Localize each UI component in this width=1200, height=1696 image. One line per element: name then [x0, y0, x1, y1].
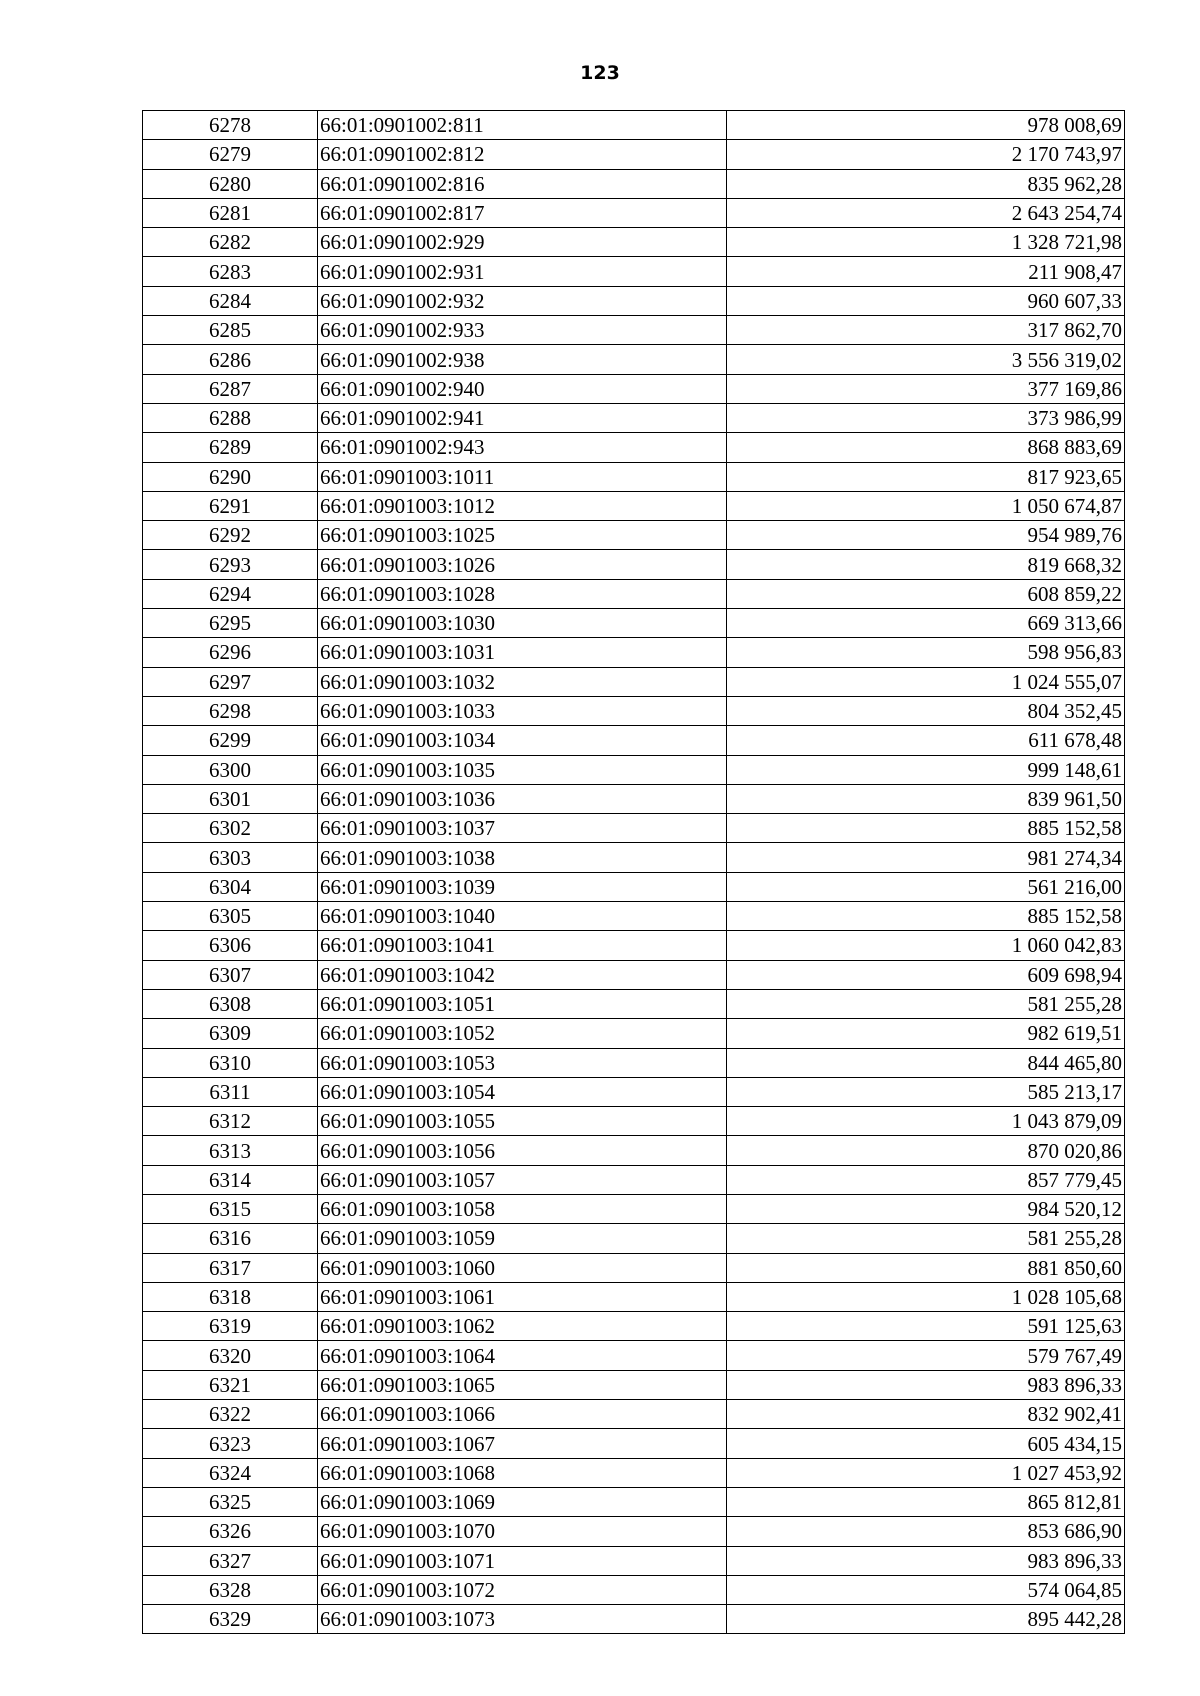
row-number-cell: 6317	[143, 1253, 318, 1282]
cadastral-value-cell: 2 643 254,74	[727, 198, 1125, 227]
row-number-cell: 6301	[143, 784, 318, 813]
table-row	[143, 286, 1125, 315]
cadastral-value-cell: 832 902,41	[727, 1400, 1125, 1429]
table-row	[143, 1370, 1125, 1399]
row-number-cell: 6285	[143, 316, 318, 345]
cadastral-value-cell: 804 352,45	[727, 696, 1125, 725]
cadastral-value-cell: 984 520,12	[727, 1194, 1125, 1223]
cadastral-number-cell: 66:01:0901003:1035	[318, 755, 727, 784]
table-row	[143, 374, 1125, 403]
cadastral-value-cell: 853 686,90	[727, 1517, 1125, 1546]
row-number-cell: 6311	[143, 1077, 318, 1106]
row-number-cell: 6288	[143, 403, 318, 432]
row-number-cell: 6299	[143, 726, 318, 755]
cadastral-value-cell: 819 668,32	[727, 550, 1125, 579]
table-row	[143, 1429, 1125, 1458]
row-number-cell: 6291	[143, 491, 318, 520]
table-row	[143, 609, 1125, 638]
cadastral-value-cell: 839 961,50	[727, 784, 1125, 813]
row-number-cell: 6295	[143, 609, 318, 638]
table-row	[143, 1400, 1125, 1429]
cadastral-number-cell: 66:01:0901003:1028	[318, 579, 727, 608]
table-row	[143, 550, 1125, 579]
cadastral-number-cell: 66:01:0901003:1069	[318, 1487, 727, 1516]
cadastral-number-cell: 66:01:0901003:1033	[318, 696, 727, 725]
table-row	[143, 491, 1125, 520]
table-row	[143, 111, 1125, 140]
cadastral-value-cell: 598 956,83	[727, 638, 1125, 667]
cadastral-value-cell: 1 328 721,98	[727, 228, 1125, 257]
table-row	[143, 931, 1125, 960]
cadastral-number-cell: 66:01:0901003:1026	[318, 550, 727, 579]
row-number-cell: 6298	[143, 696, 318, 725]
cadastral-number-cell: 66:01:0901003:1068	[318, 1458, 727, 1487]
row-number-cell: 6293	[143, 550, 318, 579]
table-row	[143, 1575, 1125, 1604]
row-number-cell: 6280	[143, 169, 318, 198]
row-number-cell: 6283	[143, 257, 318, 286]
table-row	[143, 638, 1125, 667]
table-row	[143, 579, 1125, 608]
row-number-cell: 6284	[143, 286, 318, 315]
cadastral-number-cell: 66:01:0901003:1053	[318, 1048, 727, 1077]
row-number-cell: 6287	[143, 374, 318, 403]
cadastral-number-cell: 66:01:0901002:941	[318, 403, 727, 432]
cadastral-value-cell: 581 255,28	[727, 1224, 1125, 1253]
cadastral-value-cell: 561 216,00	[727, 872, 1125, 901]
cadastral-value-cell: 983 896,33	[727, 1546, 1125, 1575]
table-row	[143, 726, 1125, 755]
table-body	[143, 111, 1125, 1634]
table-row	[143, 1194, 1125, 1223]
cadastral-value-cell: 609 698,94	[727, 960, 1125, 989]
cadastral-value-table	[142, 110, 1125, 1634]
cadastral-number-cell: 66:01:0901002:940	[318, 374, 727, 403]
row-number-cell: 6289	[143, 433, 318, 462]
cadastral-value-cell: 844 465,80	[727, 1048, 1125, 1077]
cadastral-value-cell: 1 050 674,87	[727, 491, 1125, 520]
cadastral-number-cell: 66:01:0901003:1025	[318, 521, 727, 550]
cadastral-number-cell: 66:01:0901003:1036	[318, 784, 727, 813]
cadastral-number-cell: 66:01:0901003:1032	[318, 667, 727, 696]
table-row	[143, 1077, 1125, 1106]
table-row	[143, 433, 1125, 462]
table-row	[143, 1224, 1125, 1253]
row-number-cell: 6290	[143, 462, 318, 491]
row-number-cell: 6328	[143, 1575, 318, 1604]
cadastral-value-cell: 954 989,76	[727, 521, 1125, 550]
cadastral-value-cell: 1 024 555,07	[727, 667, 1125, 696]
cadastral-value-cell: 983 896,33	[727, 1370, 1125, 1399]
cadastral-number-cell: 66:01:0901002:811	[318, 111, 727, 140]
row-number-cell: 6300	[143, 755, 318, 784]
cadastral-number-cell: 66:01:0901002:943	[318, 433, 727, 462]
cadastral-number-cell: 66:01:0901003:1059	[318, 1224, 727, 1253]
cadastral-value-cell: 605 434,15	[727, 1429, 1125, 1458]
cadastral-value-cell: 999 148,61	[727, 755, 1125, 784]
cadastral-value-cell: 865 812,81	[727, 1487, 1125, 1516]
cadastral-value-cell: 574 064,85	[727, 1575, 1125, 1604]
cadastral-number-cell: 66:01:0901003:1066	[318, 1400, 727, 1429]
table-row	[143, 667, 1125, 696]
cadastral-number-cell: 66:01:0901002:929	[318, 228, 727, 257]
table-row	[143, 755, 1125, 784]
cadastral-value-cell: 3 556 319,02	[727, 345, 1125, 374]
table-row	[143, 960, 1125, 989]
cadastral-number-cell: 66:01:0901003:1071	[318, 1546, 727, 1575]
row-number-cell: 6292	[143, 521, 318, 550]
table-row	[143, 345, 1125, 374]
cadastral-number-cell: 66:01:0901002:817	[318, 198, 727, 227]
row-number-cell: 6324	[143, 1458, 318, 1487]
row-number-cell: 6286	[143, 345, 318, 374]
row-number-cell: 6297	[143, 667, 318, 696]
table-row	[143, 1019, 1125, 1048]
cadastral-number-cell: 66:01:0901003:1056	[318, 1136, 727, 1165]
cadastral-value-cell: 981 274,34	[727, 843, 1125, 872]
cadastral-value-cell: 885 152,58	[727, 814, 1125, 843]
cadastral-value-cell: 835 962,28	[727, 169, 1125, 198]
cadastral-value-cell: 1 027 453,92	[727, 1458, 1125, 1487]
row-number-cell: 6310	[143, 1048, 318, 1077]
cadastral-value-cell: 317 862,70	[727, 316, 1125, 345]
table-row	[143, 1546, 1125, 1575]
cadastral-number-cell: 66:01:0901002:932	[318, 286, 727, 315]
cadastral-value-cell: 870 020,86	[727, 1136, 1125, 1165]
page-number: 123	[580, 62, 620, 84]
cadastral-number-cell: 66:01:0901003:1072	[318, 1575, 727, 1604]
table-row	[143, 1517, 1125, 1546]
row-number-cell: 6279	[143, 140, 318, 169]
cadastral-number-cell: 66:01:0901003:1034	[318, 726, 727, 755]
row-number-cell: 6325	[143, 1487, 318, 1516]
cadastral-number-cell: 66:01:0901003:1042	[318, 960, 727, 989]
row-number-cell: 6315	[143, 1194, 318, 1223]
table-row	[143, 198, 1125, 227]
table-row	[143, 989, 1125, 1018]
table-row	[143, 140, 1125, 169]
table-row	[143, 1458, 1125, 1487]
table-row	[143, 1312, 1125, 1341]
cadastral-value-cell: 885 152,58	[727, 902, 1125, 931]
cadastral-value-cell: 1 043 879,09	[727, 1107, 1125, 1136]
table-row	[143, 257, 1125, 286]
row-number-cell: 6316	[143, 1224, 318, 1253]
cadastral-number-cell: 66:01:0901003:1037	[318, 814, 727, 843]
row-number-cell: 6282	[143, 228, 318, 257]
cadastral-value-cell: 608 859,22	[727, 579, 1125, 608]
table-row	[143, 1487, 1125, 1516]
row-number-cell: 6327	[143, 1546, 318, 1575]
table-row	[143, 403, 1125, 432]
cadastral-value-cell: 857 779,45	[727, 1165, 1125, 1194]
cadastral-value-cell: 585 213,17	[727, 1077, 1125, 1106]
cadastral-number-cell: 66:01:0901002:938	[318, 345, 727, 374]
cadastral-number-cell: 66:01:0901003:1051	[318, 989, 727, 1018]
table-row	[143, 1165, 1125, 1194]
cadastral-number-cell: 66:01:0901002:816	[318, 169, 727, 198]
row-number-cell: 6278	[143, 111, 318, 140]
table-row	[143, 1048, 1125, 1077]
row-number-cell: 6296	[143, 638, 318, 667]
cadastral-number-cell: 66:01:0901003:1060	[318, 1253, 727, 1282]
cadastral-value-cell: 817 923,65	[727, 462, 1125, 491]
cadastral-value-cell: 1 028 105,68	[727, 1282, 1125, 1311]
table-row	[143, 169, 1125, 198]
cadastral-value-cell: 581 255,28	[727, 989, 1125, 1018]
cadastral-number-cell: 66:01:0901003:1011	[318, 462, 727, 491]
cadastral-number-cell: 66:01:0901002:812	[318, 140, 727, 169]
row-number-cell: 6322	[143, 1400, 318, 1429]
table-row	[143, 462, 1125, 491]
cadastral-number-cell: 66:01:0901003:1052	[318, 1019, 727, 1048]
row-number-cell: 6321	[143, 1370, 318, 1399]
cadastral-number-cell: 66:01:0901003:1062	[318, 1312, 727, 1341]
cadastral-number-cell: 66:01:0901003:1065	[318, 1370, 727, 1399]
row-number-cell: 6308	[143, 989, 318, 1018]
row-number-cell: 6319	[143, 1312, 318, 1341]
row-number-cell: 6309	[143, 1019, 318, 1048]
cadastral-number-cell: 66:01:0901003:1058	[318, 1194, 727, 1223]
cadastral-number-cell: 66:01:0901003:1031	[318, 638, 727, 667]
row-number-cell: 6312	[143, 1107, 318, 1136]
row-number-cell: 6313	[143, 1136, 318, 1165]
table-row	[143, 843, 1125, 872]
cadastral-value-cell: 579 767,49	[727, 1341, 1125, 1370]
row-number-cell: 6306	[143, 931, 318, 960]
cadastral-value-cell: 377 169,86	[727, 374, 1125, 403]
cadastral-value-cell: 211 908,47	[727, 257, 1125, 286]
row-number-cell: 6329	[143, 1605, 318, 1634]
cadastral-number-cell: 66:01:0901003:1030	[318, 609, 727, 638]
table-row	[143, 228, 1125, 257]
cadastral-number-cell: 66:01:0901003:1057	[318, 1165, 727, 1194]
row-number-cell: 6302	[143, 814, 318, 843]
row-number-cell: 6304	[143, 872, 318, 901]
row-number-cell: 6305	[143, 902, 318, 931]
row-number-cell: 6314	[143, 1165, 318, 1194]
row-number-cell: 6307	[143, 960, 318, 989]
cadastral-value-cell: 1 060 042,83	[727, 931, 1125, 960]
cadastral-number-cell: 66:01:0901002:933	[318, 316, 727, 345]
row-number-cell: 6323	[143, 1429, 318, 1458]
table-row	[143, 316, 1125, 345]
cadastral-value-cell: 960 607,33	[727, 286, 1125, 315]
table-row	[143, 1341, 1125, 1370]
table-row	[143, 1107, 1125, 1136]
cadastral-number-cell: 66:01:0901003:1067	[318, 1429, 727, 1458]
table-row	[143, 1253, 1125, 1282]
row-number-cell: 6326	[143, 1517, 318, 1546]
row-number-cell: 6320	[143, 1341, 318, 1370]
cadastral-number-cell: 66:01:0901003:1012	[318, 491, 727, 520]
cadastral-number-cell: 66:01:0901003:1073	[318, 1605, 727, 1634]
table-row	[143, 1282, 1125, 1311]
table-row	[143, 814, 1125, 843]
cadastral-value-cell: 2 170 743,97	[727, 140, 1125, 169]
cadastral-number-cell: 66:01:0901003:1055	[318, 1107, 727, 1136]
cadastral-value-cell: 591 125,63	[727, 1312, 1125, 1341]
cadastral-number-cell: 66:01:0901003:1064	[318, 1341, 727, 1370]
row-number-cell: 6281	[143, 198, 318, 227]
cadastral-number-cell: 66:01:0901003:1038	[318, 843, 727, 872]
table-row	[143, 521, 1125, 550]
cadastral-number-cell: 66:01:0901003:1040	[318, 902, 727, 931]
cadastral-value-cell: 669 313,66	[727, 609, 1125, 638]
cadastral-number-cell: 66:01:0901003:1039	[318, 872, 727, 901]
table-row	[143, 784, 1125, 813]
cadastral-value-cell: 611 678,48	[727, 726, 1125, 755]
table-row	[143, 872, 1125, 901]
table-row	[143, 902, 1125, 931]
cadastral-value-cell: 373 986,99	[727, 403, 1125, 432]
cadastral-number-cell: 66:01:0901003:1061	[318, 1282, 727, 1311]
cadastral-number-cell: 66:01:0901002:931	[318, 257, 727, 286]
cadastral-number-cell: 66:01:0901003:1054	[318, 1077, 727, 1106]
cadastral-value-cell: 978 008,69	[727, 111, 1125, 140]
table-row	[143, 1136, 1125, 1165]
row-number-cell: 6294	[143, 579, 318, 608]
cadastral-number-cell: 66:01:0901003:1070	[318, 1517, 727, 1546]
cadastral-value-cell: 868 883,69	[727, 433, 1125, 462]
cadastral-value-cell: 895 442,28	[727, 1605, 1125, 1634]
row-number-cell: 6303	[143, 843, 318, 872]
table-row	[143, 1605, 1125, 1634]
cadastral-number-cell: 66:01:0901003:1041	[318, 931, 727, 960]
table-row	[143, 696, 1125, 725]
cadastral-value-cell: 881 850,60	[727, 1253, 1125, 1282]
row-number-cell: 6318	[143, 1282, 318, 1311]
cadastral-value-cell: 982 619,51	[727, 1019, 1125, 1048]
